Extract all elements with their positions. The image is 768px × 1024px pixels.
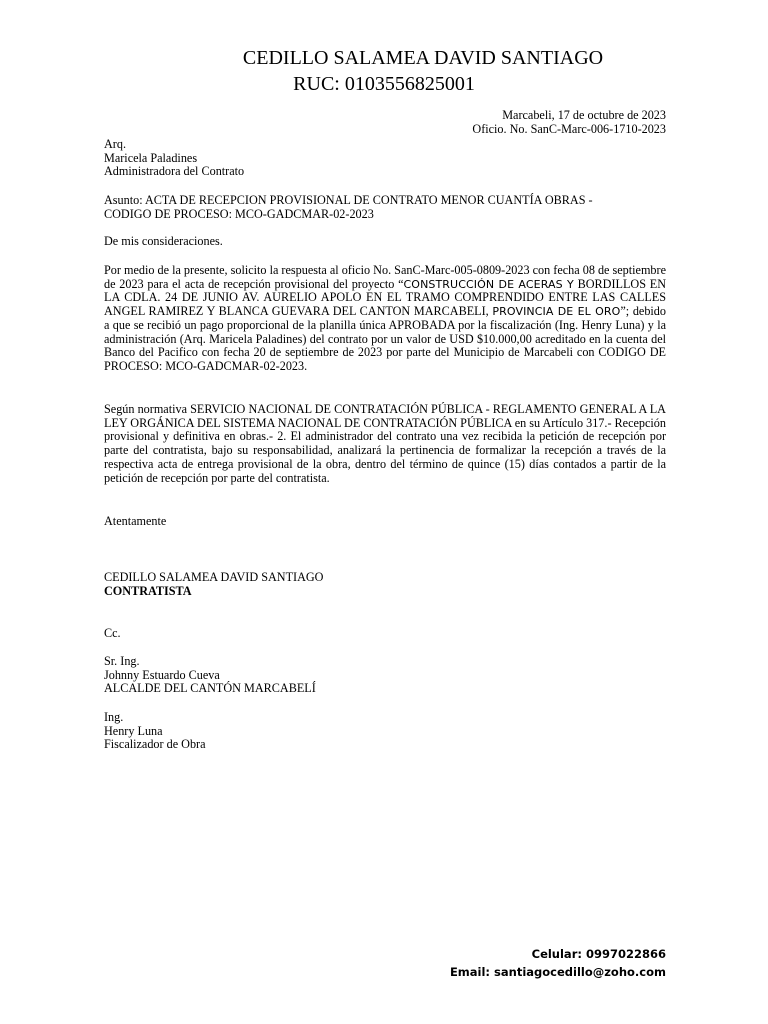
- cc1-title: Sr. Ing.: [104, 654, 140, 668]
- closing: Atentamente: [104, 514, 167, 528]
- recipient-block: [104, 138, 666, 179]
- province-name: PROVINCIA DE EL ORO: [492, 305, 621, 319]
- cc1-role: ALCALDE DEL CANTÓN MARCABELÍ: [104, 681, 316, 696]
- letterhead-ruc: RUC: 0103556825001: [293, 73, 475, 95]
- letterhead-name: CEDILLO SALAMEA DAVID SANTIAGO: [242, 47, 604, 69]
- recipient-name: Maricela Paladines: [104, 150, 198, 165]
- subject-line-1: Asunto: ACTA DE RECEPCION PROVISIONAL DE CONTRATO MENOR CUANTÍA OBRAS -: [104, 193, 593, 207]
- paragraph-1-text-a: Por medio de la presente, solicito la respuesta al oficio No. SanC-Marc-005-0809-2023 con fecha 08 de septiembre de 2023 para el acta de recepción provisional del proyecto “: [104, 263, 666, 291]
- cc1-name: Johnny Estuardo Cueva: [104, 667, 220, 682]
- oficio-number: Oficio. No. SanC-Marc-006-1710-2023: [472, 122, 666, 136]
- signature-name: CEDILLO SALAMEA DAVID SANTIAGO: [104, 570, 324, 584]
- footer-phone: Celular: 0997022866: [531, 947, 666, 961]
- cc2-name: Henry Luna: [104, 723, 163, 738]
- cc2-role: Fiscalizador de Obra: [104, 737, 206, 752]
- cc-recipient-2: [104, 711, 666, 752]
- cc-recipient-1: [104, 655, 666, 696]
- signature-role: CONTRATISTA: [104, 583, 192, 598]
- body-paragraph-1: [104, 264, 666, 374]
- footer-email: Email: santiagocedillo@zoho.com: [449, 965, 666, 979]
- cc-label: Cc.: [104, 626, 121, 640]
- recipient-role: Administradora del Contrato: [104, 164, 245, 179]
- paragraph-1-text-b: BORDILLOS EN LA CDLA. 24 DE JUNIO AV. AURELIO APOLO EN EL TRAMO COMPRENDIDO ENTRE LAS CALLES ANGEL RAMIREZ Y BLANCA GUEVARA DEL CANTON MARCABELI,: [104, 276, 667, 319]
- cc2-title: Ing.: [104, 710, 124, 724]
- project-name-start: CONSTRUCCIÓN DE ACERAS Y: [403, 277, 574, 291]
- paragraph-1-text-c: ”; debido a que se recibió un pago proporcional de la planilla única APROBADA por la fiscalización (Ing. Henry Luna) y la administración (Arq. Maricela Paladines) del contrato por un valor de USD $10.000,00 acreditado en la cuenta del Banco del Pacifico con fecha 20 de septiembre de 2023 por parte del Municipio de Marcabeli con CODIGO DE PROCESO: MCO-GADCMAR-02-2023.: [104, 304, 666, 373]
- recipient-title: Arq.: [104, 137, 127, 151]
- greeting: De mis consideraciones.: [104, 234, 223, 248]
- subject-block: [104, 194, 666, 221]
- signature-block: [104, 571, 666, 598]
- subject-line-2: CODIGO DE PROCESO: MCO-GADCMAR-02-2023: [104, 206, 374, 221]
- body-paragraph-2: Según normativa SERVICIO NACIONAL DE CONTRATACIÓN PÚBLICA - REGLAMENTO GENERAL A LA LEY ORGÁNICA DEL SISTEMA NACIONAL DE CONTRATACIÓN PÚBLICA en su Artículo 317.- Recepción provisional y definitiva en obras.- 2. El administrador del contrato una vez recibida la petición de recepción por parte del contratista, bajo su responsabilidad, analizará la pertinencia de formalizar la recepción a través de la respectiva acta de entrega provisional de la obra, dentro del término de quince (15) días contados a partir de la petición de recepción por parte del contratista.: [104, 402, 666, 485]
- letter-date: Marcabeli, 17 de octubre de 2023: [502, 108, 666, 122]
